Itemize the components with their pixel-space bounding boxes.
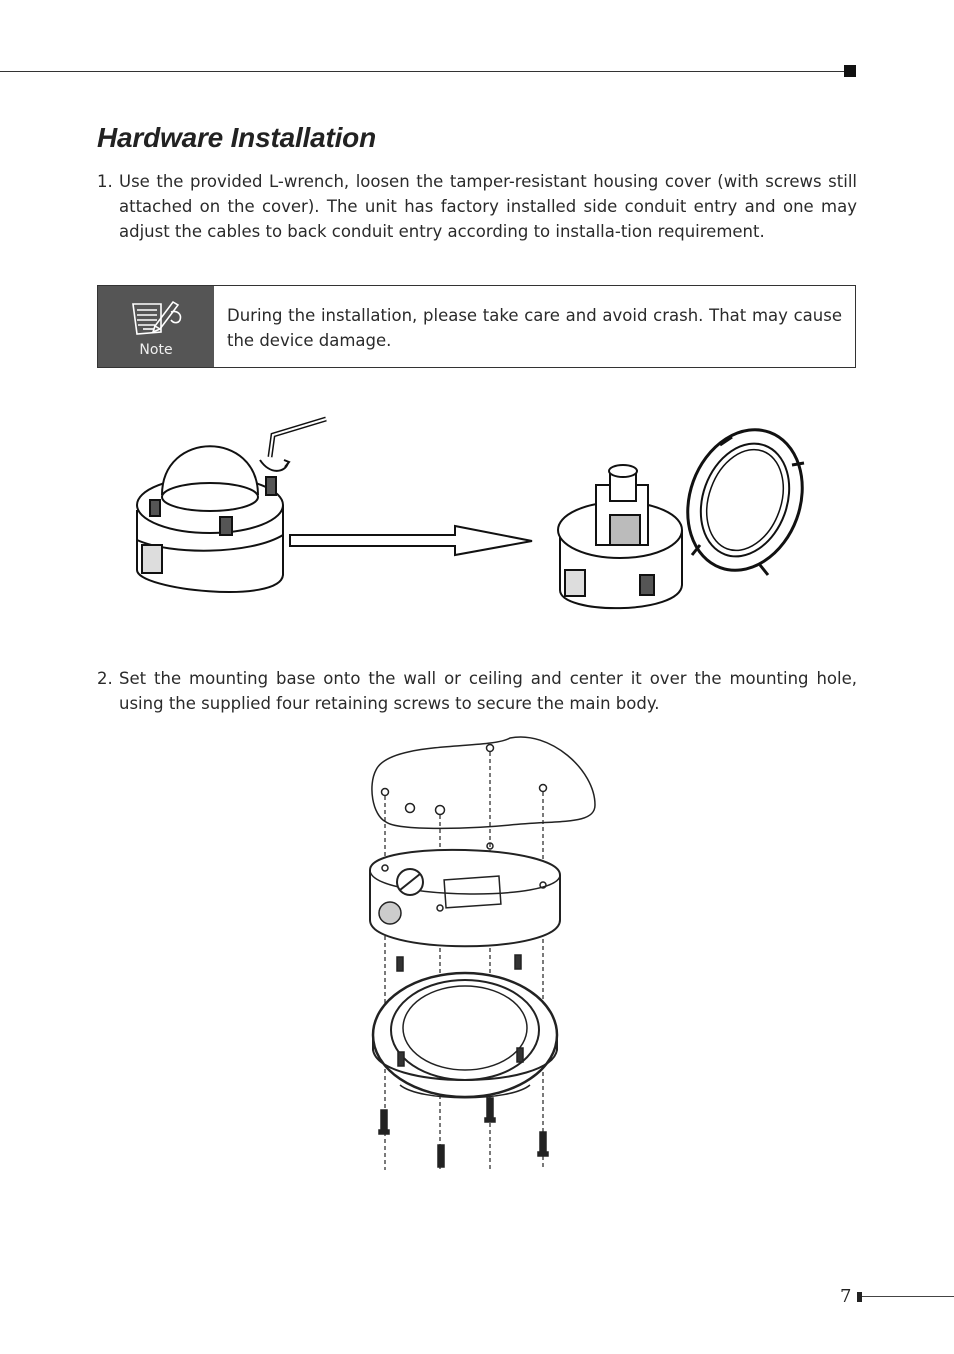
- step-text: Set the mounting base onto the wall or ceiling and center it over the mounting hole, using the supplied four retaining screws to secure the main body.: [119, 669, 857, 713]
- mounting-base-exploded-illustration: [360, 730, 610, 1170]
- note-badge: [98, 286, 214, 367]
- note-text: During the installation, please take care and avoid crash. That may cause the device damage.: [227, 306, 842, 350]
- step-number: 1.: [97, 172, 113, 191]
- page-title: Hardware Installation: [97, 122, 376, 153]
- step-text: Use the provided L-wrench, loosen the tamper-resistant housing cover (with screws still attached on the cover). The unit has factory installed side conduit entry and one may adjust the cables to back conduit entry according to installa-tion requirement.: [119, 172, 857, 241]
- page-number: 7: [840, 1286, 852, 1307]
- footer-marker: [857, 1292, 862, 1302]
- header-rule: [0, 71, 848, 72]
- step-number: 2.: [97, 669, 113, 688]
- cover-removal-illustration: [120, 405, 820, 625]
- step-1: [97, 169, 857, 244]
- note-label: Note: [139, 341, 173, 358]
- step-2: [97, 666, 857, 716]
- note-box: [97, 285, 856, 368]
- header-marker: [844, 65, 856, 77]
- footer-rule: [862, 1296, 954, 1297]
- note-writing-icon: [127, 296, 185, 338]
